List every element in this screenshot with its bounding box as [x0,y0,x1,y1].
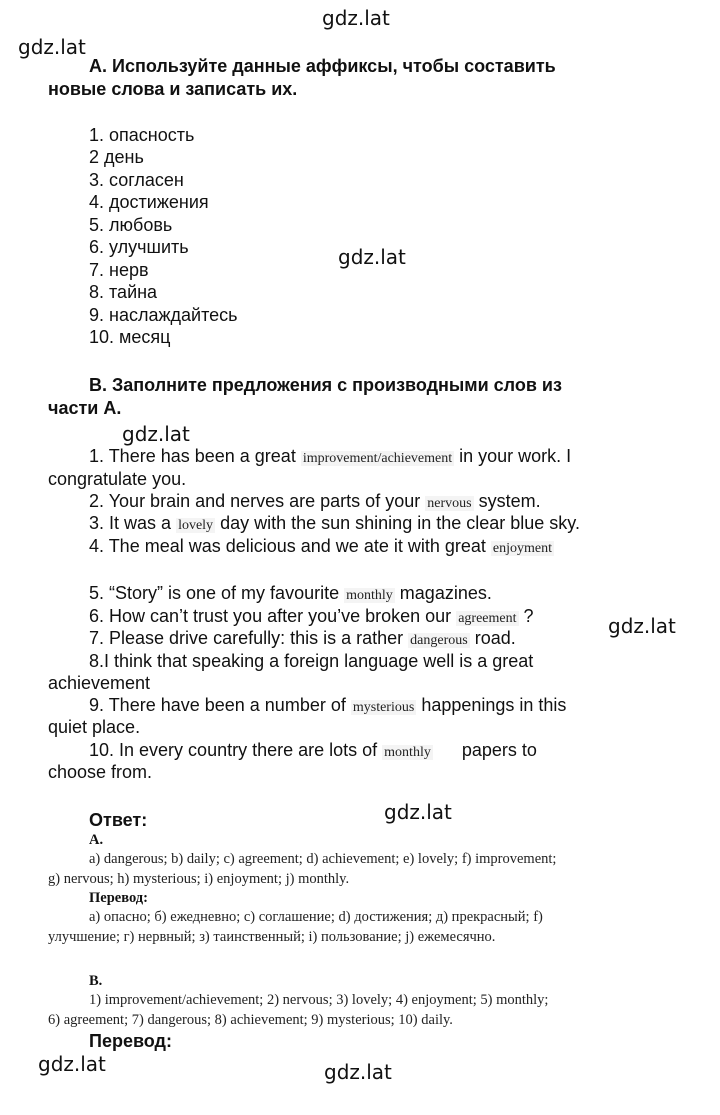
word-list-item: 6. улучшить [89,237,189,257]
sentence-text: papers to [461,740,537,760]
filled-word: dangerous [410,633,468,648]
section-a-heading-cont: новые слова и записать их. [48,79,298,99]
word-list-item: 7. нерв [89,260,149,280]
answer-a-translation-line: а) опасно; б) ежедневно; с) соглашение; d) достижения; д) прекрасный; f) [89,909,543,925]
sentence-text: 6. How can’t trust you after you’ve broken our [89,606,452,626]
section-a-heading: A. Используйте данные аффиксы, чтобы составить [89,56,556,76]
sentence-10-cont: choose from. [48,762,153,782]
answer-a-line: a) dangerous; b) daily; c) agreement; d) achievement; e) lovely; f) improvement; [89,851,557,867]
filled-word: monthly [384,745,431,760]
sentence-9 [89,694,566,719]
sentence-text: ? [523,606,534,626]
word-list-item: 1. опасность [89,125,195,145]
sentence-9-cont: quiet place. [48,717,141,737]
watermark: gdz.lat [384,800,452,824]
sentence-3 [89,512,580,537]
sentence-10 [89,739,537,764]
sentence-4 [89,535,554,560]
sentence-text: 3. It was a [89,513,172,533]
sentence-5 [89,582,492,607]
answer-a-translation-label: Перевод: [89,890,148,906]
sentence-text: road. [474,628,516,648]
word-list-item: 3. согласен [89,170,184,190]
watermark: gdz.lat [38,1052,106,1076]
sentence-text: 4. The meal was delicious and we ate it with great [89,536,486,556]
sentence-text: 1. There has been a great [89,446,296,466]
watermark: gdz.lat [338,245,406,269]
filled-word: improvement/achievement [302,451,453,466]
sentence-text: in your work. I [459,446,572,466]
answer-b-translation-label: Перевод: [89,1031,172,1051]
watermark: gdz.lat [324,1060,392,1084]
answer-b-line: 6) agreement; 7) dangerous; 8) achievement; 9) mysterious; 10) daily. [48,1012,453,1028]
sentence-text: 2. Your brain and nerves are parts of your [89,491,421,511]
word-list-item: 9. наслаждайтесь [89,305,238,325]
section-b-heading-cont: части А. [48,398,122,418]
answer-a-line: g) nervous; h) mysterious; i) enjoyment; j) monthly. [48,871,350,887]
filled-word: lovely [178,518,214,533]
answer-a-translation-line: улучшение; г) нервный; з) таинственный; i) пользование; j) ежемесячно. [48,929,496,945]
word-list-item: 2 день [89,147,144,167]
sentence-1-cont: congratulate you. [48,469,187,489]
word-list-item: 4. достижения [89,192,209,212]
word-list-item: 5. любовь [89,215,173,235]
sentence-8-cont: achievement [48,673,151,693]
filled-word: monthly [346,588,393,603]
sentence-text: 5. “Story” is one of my favourite [89,583,340,603]
watermark: gdz.lat [122,422,190,446]
sentence-7 [89,627,516,652]
answer-b-line: 1) improvement/achievement; 2) nervous; 3) lovely; 4) enjoyment; 5) monthly; [89,992,549,1008]
watermark: gdz.lat [322,6,390,30]
filled-word: agreement [458,611,517,626]
filled-word: enjoyment [492,541,553,556]
sentence-8: 8.I think that speaking a foreign language well is a great [89,651,534,671]
section-b-heading: B. Заполните предложения с производными слов из [89,375,562,395]
sentence-text: day with the sun shining in the clear blue sky. [220,513,580,533]
watermark: gdz.lat [608,614,676,638]
sentence-text: 9. There have been a number of [89,695,346,715]
watermark: gdz.lat [18,35,86,59]
filled-word: nervous [427,496,472,511]
sentence-text: magazines. [399,583,492,603]
sentence-text: 7. Please drive carefully: this is a rather [89,628,404,648]
sentence-1 [89,445,571,470]
answer-b-label: B. [89,973,103,989]
word-list-item: 8. тайна [89,282,158,302]
sentence-text: system. [478,491,541,511]
answer-title: Ответ: [89,810,148,830]
word-list-item: 10. месяц [89,327,171,347]
sentence-text: happenings in this [421,695,567,715]
filled-word: mysterious [352,700,415,715]
answer-a-label: A. [89,832,104,848]
sentence-text: 10. In every country there are lots of [89,740,378,760]
